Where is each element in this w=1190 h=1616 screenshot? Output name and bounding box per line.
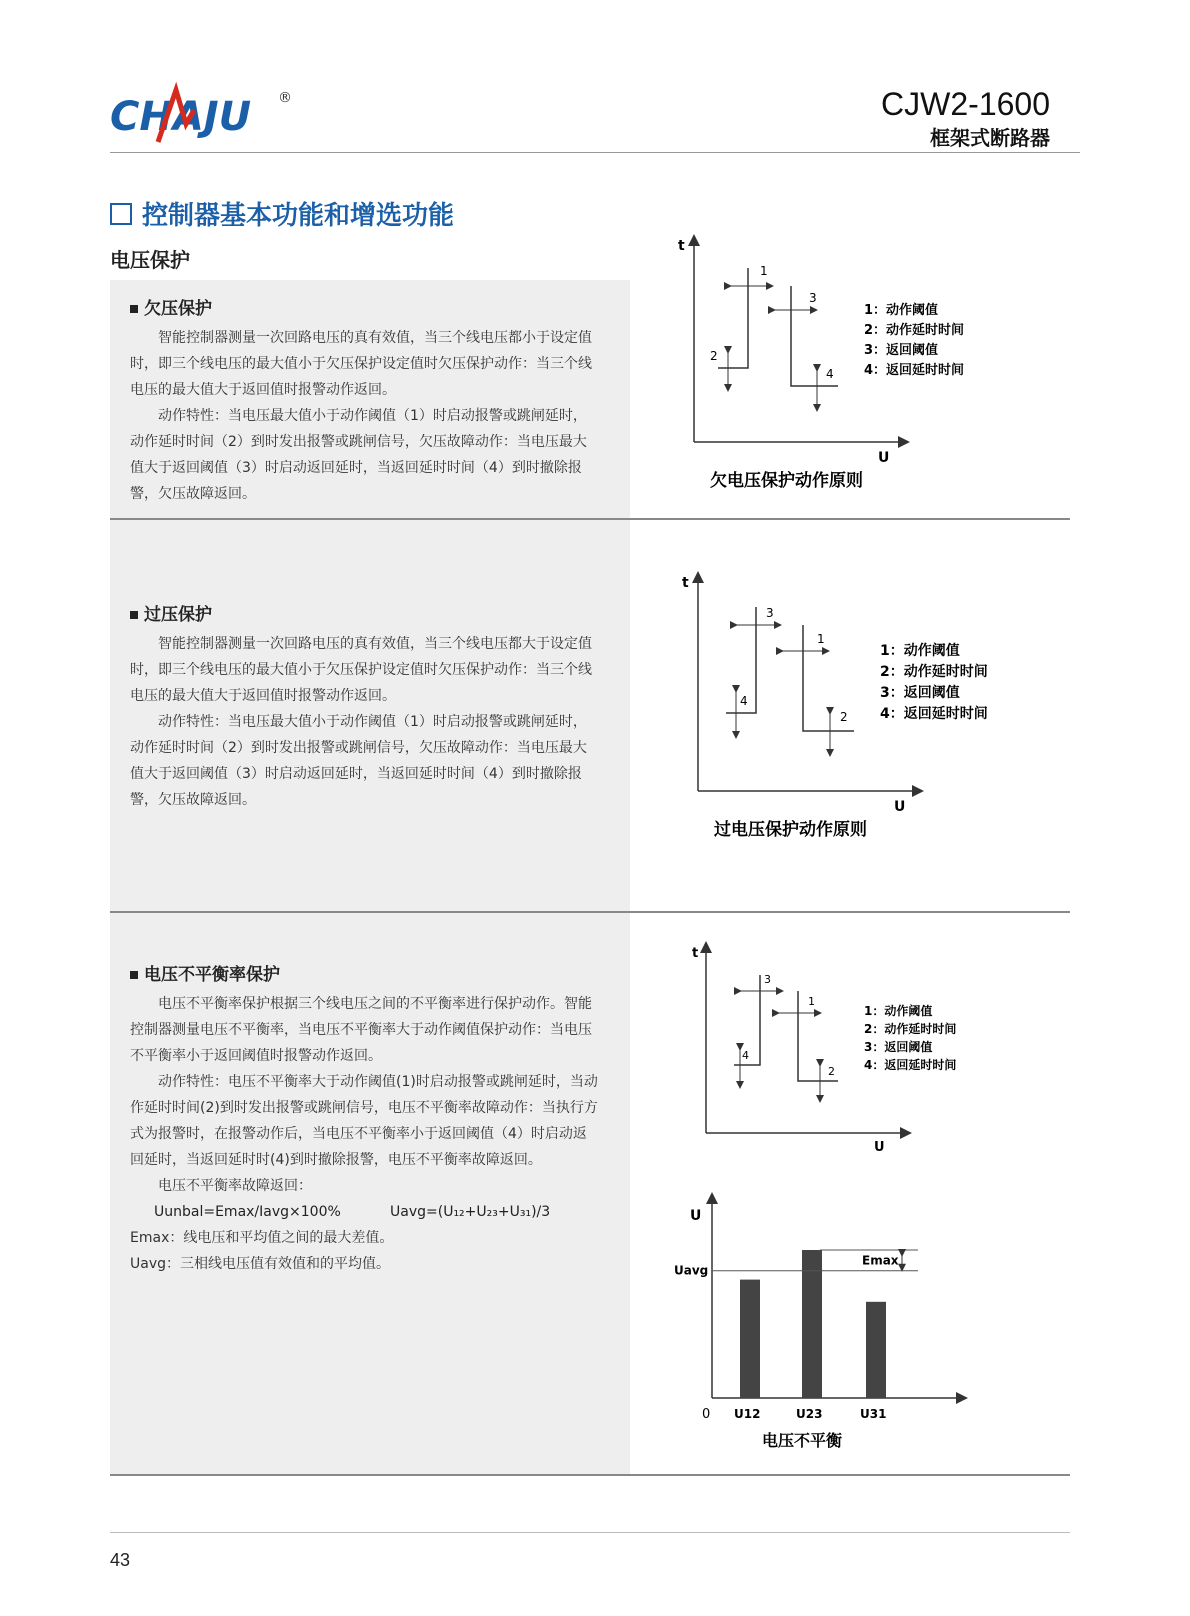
checkbox-square-icon [110, 203, 132, 225]
unbalance-text [130, 960, 600, 1277]
formula-avg: Uavg=(U₁₂+U₂₃+U₃₁)/3 [390, 1204, 551, 1220]
t-axis-label: t [682, 575, 689, 591]
legend-item: 3：返回阈值 [864, 343, 939, 358]
product-subtitle: 框架式断路器 [930, 126, 1050, 150]
emax-label: Emax [862, 1253, 899, 1268]
overvoltage-diagram [660, 565, 1060, 850]
paragraph: 电压不平衡率保护根据三个线电压之间的不平衡率进行保护动作。智能控制器测量电压不平衡率，当电压不平衡率大于动作阈值保护动作：当电压不平衡率小于返回阈值时报警动作返回。 [130, 996, 592, 1064]
legend-item: 4：返回延时时间 [864, 363, 965, 378]
mark-3: 3 [809, 291, 817, 305]
mark-3: 3 [764, 973, 771, 986]
block-title [130, 294, 600, 319]
brand-logo [110, 80, 300, 152]
legend-item: 1：动作阈值 [864, 1004, 933, 1018]
paragraph: 智能控制器测量一次回路电压的真有效值，当三个线电压都大于设定值时，即三个线电压的最大值小于欠压保护设定值时欠压保护动作：当三个线电压的最大值大于返回值时报警动作返回。 [130, 636, 592, 704]
section-title-text: 控制器基本功能和增选功能 [142, 201, 455, 231]
legend-item: 2：动作延时时间 [864, 323, 965, 338]
uavg-label: Uavg [674, 1263, 709, 1278]
section-divider [110, 911, 1070, 913]
registered-mark: ® [278, 90, 292, 106]
block-title [130, 960, 600, 985]
undervoltage-diagram [660, 230, 1060, 500]
sub-heading: 电压保护 [110, 248, 190, 272]
category-label: U23 [796, 1407, 823, 1421]
undervoltage-text [130, 294, 600, 507]
bullet-square-icon [130, 611, 138, 619]
unbalance-diagram [670, 935, 1050, 1160]
block-title-text: 过压保护 [144, 605, 212, 625]
legend-item: 3：返回阈值 [864, 1040, 933, 1054]
category-label: U31 [860, 1407, 887, 1421]
diagram-caption: 过电压保护动作原则 [714, 820, 867, 840]
bar-u23 [802, 1250, 822, 1398]
section-divider [110, 518, 1070, 520]
legend-item: 2：动作延时时间 [864, 1022, 957, 1036]
trip-curve [718, 268, 748, 368]
section-divider [110, 1474, 1070, 1476]
bar-u12 [740, 1280, 760, 1398]
category-label: U12 [734, 1407, 761, 1421]
formula-unbal: Uunbal=Emax/Iavg×100% [154, 1204, 341, 1220]
formula-row [130, 1199, 600, 1225]
legend-item: 2：动作延时时间 [880, 664, 988, 680]
t-axis-label: t [692, 946, 699, 961]
legend-item: 4：返回延时时间 [864, 1058, 957, 1072]
block-title-text: 电压不平衡率保护 [144, 965, 280, 985]
legend-item: 1：动作阈值 [880, 643, 960, 659]
chart-caption: 电压不平衡 [762, 1431, 843, 1450]
bar-u31 [866, 1302, 886, 1398]
mark-2: 2 [710, 349, 718, 363]
bullet-square-icon [130, 971, 138, 979]
block-title-text: 欠压保护 [144, 299, 212, 319]
legend-item: 1：动作阈值 [864, 303, 939, 318]
legend-item: 4：返回延时时间 [880, 706, 988, 722]
unbalance-bar-chart [670, 1190, 1000, 1470]
paragraph: 电压不平衡率故障返回： [158, 1178, 312, 1194]
mark-4: 4 [740, 694, 748, 708]
mark-4: 4 [826, 367, 834, 381]
note: Uavg：三相线电压值有效值和的平均值。 [130, 1256, 390, 1272]
diagram-caption: 欠电压保护动作原则 [710, 471, 863, 491]
mark-3: 3 [766, 606, 774, 620]
section-title [110, 195, 454, 232]
bars-group [734, 1250, 886, 1421]
legend-item: 3：返回阈值 [880, 685, 960, 701]
header-divider [110, 152, 1080, 153]
origin-label: 0 [702, 1407, 711, 1422]
footer-divider [110, 1532, 1070, 1533]
model-number: CJW2-1600 [881, 86, 1050, 122]
overvoltage-text [130, 600, 600, 813]
block-title [130, 600, 600, 625]
mark-2: 2 [828, 1065, 835, 1078]
mark-1: 1 [760, 264, 768, 278]
t-axis-label: t [678, 238, 685, 254]
paragraph: 动作特性：电压不平衡率大于动作阈值(1)时启动报警或跳闸延时，当动作延时时间(2)到时发出报警或跳闸信号，电压不平衡率故障动作：当执行方式为报警时，在报警动作后，当电压不平衡率小于返回阈值（4）时启动返回延时，当返回延时时(4)到时撤除报警，电压不平衡率故障返回。 [130, 1074, 598, 1168]
mark-4: 4 [742, 1049, 749, 1062]
u-axis-label: U [894, 799, 906, 815]
y-axis-label: U [690, 1208, 702, 1224]
mark-1: 1 [817, 632, 825, 646]
bullet-square-icon [130, 305, 138, 313]
mark-2: 2 [840, 710, 848, 724]
note: Emax：线电压和平均值之间的最大差值。 [130, 1230, 394, 1246]
paragraph: 动作特性：当电压最大值小于动作阈值（1）时启动报警或跳闸延时，动作延时时间（2）到时发出报警或跳闸信号，欠压故障动作：当电压最大值大于返回阈值（3）时启动返回延时，当返回延时时间（4）到时撤除报警，欠压故障返回。 [130, 408, 587, 502]
paragraph: 智能控制器测量一次回路电压的真有效值，当三个线电压都小于设定值时，即三个线电压的最大值小于欠压保护设定值时欠压保护动作：当三个线电压的最大值大于返回值时报警动作返回。 [130, 330, 592, 398]
page-number: 43 [110, 1550, 131, 1570]
u-axis-label: U [874, 1140, 885, 1155]
mark-1: 1 [808, 995, 815, 1008]
brand-logo-text: CHAJU [110, 94, 252, 140]
paragraph: 动作特性：当电压最大值小于动作阈值（1）时启动报警或跳闸延时，动作延时时间（2）到时发出报警或跳闸信号，欠压故障动作：当电压最大值大于返回阈值（3）时启动返回延时，当返回延时时间（4）到时撤除报警，欠压故障返回。 [130, 714, 587, 808]
u-axis-label: U [878, 450, 890, 466]
